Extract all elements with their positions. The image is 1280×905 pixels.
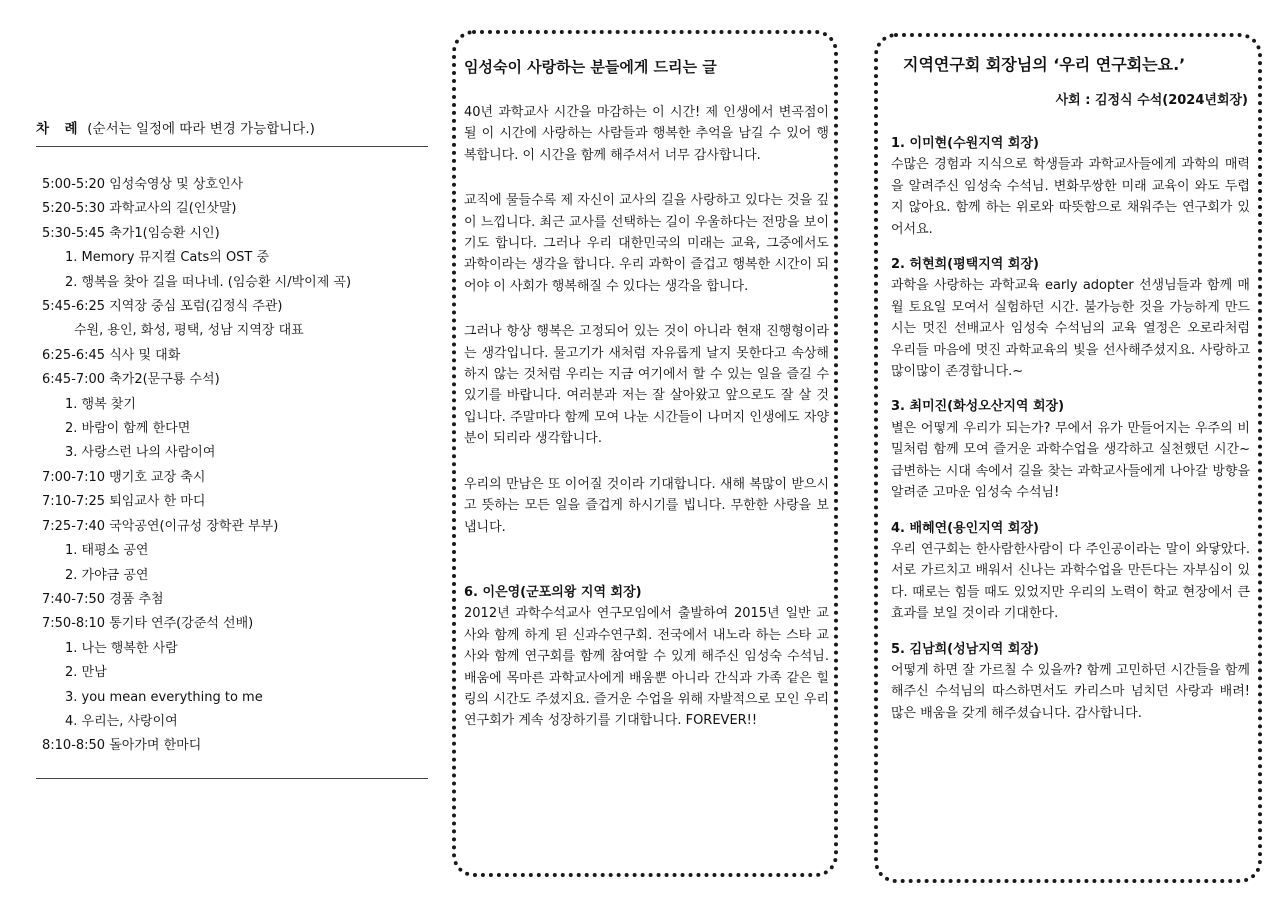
letter-box [452,30,838,877]
member-text: 과학을 사랑하는 과학교육 early adopter 선생님들과 함께 매월 토요일 모여서 실험하던 시간. 불가능한 것을 가능하게 만드시는 멋진 선배교사 임성숙 수석님의 교육 열정은 오로라처럼 우리들 마음에 멋진 과학교육의 빛을 선사해주셨지요. 사랑하고 많이많이 존경합니다.~ [891,278,1250,380]
member-5 [891,639,1250,725]
program-item: 5:30-5:45 축가1(임승환 시인) [42,225,220,241]
program-subitem: 1. Memory 뮤지컬 Cats의 OST 중 [65,250,270,266]
program-heading-title: 차 례 [36,121,83,137]
program-item: 5:20-5:30 과학교사의 길(인삿말) [42,201,237,217]
letter-paragraph: 그러나 항상 행복은 고정되어 있는 것이 아니라 현재 진행형이라는 생각입니다. 물고기가 새처럼 자유롭게 날지 못한다고 속상해하지 않는 것처럼 우리는 지금 여기에서 할 수 있는 일을 즐길 수 있기를 바랍니다. 여러분과 저는 잘 살아왔고 앞으로도 잘 살 것입니다. 주말마다 함께 모여 나눈 시간들이 나머지 인생에도 자양분이 되리라 생각합니다. [464,324,829,447]
program-subitem: 3. you mean everything to me [65,689,263,705]
forum-members [891,133,1250,724]
letter-paragraph: 우리의 만남은 또 이어질 것이라 기대합니다. 새해 복많이 받으시고 뜻하는 모든 일을 즐겁게 하시기를 빕니다. 무한한 사랑을 보냅니다. [464,476,829,535]
program-item: 7:10-7:25 퇴임교사 한 마디 [42,494,206,510]
program-subitem: 3. 사랑스런 나의 사람이여 [65,445,216,461]
member-4 [891,518,1250,625]
member-heading: 6. 이은영(군포의왕 지역 회장) [464,584,642,600]
program-subitem: 4. 우리는, 사랑이여 [65,713,178,729]
letter-paragraph: 교직에 물들수록 제 자신이 교사의 길을 사랑하고 있다는 것을 깊이 느낍니다. 최근 교사를 선택하는 길이 우울하다는 전망을 보이기도 합니다. 그러나 우리 대한민국의 미래는 교육, 그중에서도 과학이라는 생각을 합니다. 우리 과학이 즐겁고 행복한 시간이 되어야 이 사회가 행복해질 수 있다는 생각을 합니다. [464,193,829,294]
member-2 [891,254,1250,382]
program-item: 5:45-6:25 지역장 중심 포럼(김정식 주관) [42,299,283,315]
member-6 [464,582,829,732]
program-item: 7:00-7:10 맹기호 교장 축시 [42,469,206,485]
program-heading-note: (순서는 일정에 따라 변경 가능합니다.) [87,121,315,137]
letter-title: 임성숙이 사랑하는 분들에게 드리는 글 [464,58,717,76]
program-item: 6:45-7:00 축가2(문구룡 수석) [42,372,220,388]
member-text: 2012년 과학수석교사 연구모임에서 출발하여 2015년 일반 교사와 함께 하게 된 신과수연구회. 전국에서 내노라 하는 스타 교사와 함께 연구회를 함께 참여할 수 있게 해주신 임성숙 수석님. 배움에 목마른 과학교사에게 배움뿐 아니라 간식과 가족 같은 힐링의 시간도 주셨지요. 즐거운 수업을 위해 자발적으로 모인 우리 연구회가 계속 성장하기를 기대합니다. FOREVER!! [464,606,829,729]
member-3 [891,396,1250,503]
program-subitem: 1. 나는 행복한 사람 [65,640,178,656]
program-subitem: 2. 가야금 공연 [65,567,149,583]
member-heading: 4. 배혜연(용인지역 회장) [891,520,1039,536]
member-text: 우리 연구회는 한사람한사람이 다 주인공이라는 말이 와닿았다. 서로 가르치고 배워서 신나는 과학수업을 만든다는 자부심이 있다. 때로는 힘들 때도 있었지만 우리의 노력이 학교 현장에서 큰 효과를 보일 것이라 기대한다. [891,541,1250,622]
program-item: 8:10-8:50 돌아가며 한마디 [42,738,202,754]
program-subitem: 2. 바람이 함께 한다면 [65,421,191,437]
letter-paragraph: 40년 과학교사 시간을 마감하는 이 시간! 제 인생에서 변곡점이 될 이 시간에 사랑하는 사람들과 행복한 추억을 남길 수 있어 행복합니다. 이 시간을 함께 해주셔서 너무 감사합니다. [464,105,829,163]
forum-host: 사회 : 김정식 수석(2024년회장) [1055,93,1248,108]
program-item: 7:40-7:50 경품 추첨 [42,591,164,607]
program-subitem: 2. 만남 [65,665,107,681]
member-1 [891,133,1250,240]
program-subitem: 수원, 용인, 화성, 평택, 성남 지역장 대표 [74,323,304,339]
program-column [36,118,428,788]
program-subitem: 1. 행복 찾기 [65,396,136,412]
program-item: 7:50-8:10 통기타 연주(강준석 선배) [42,616,254,632]
program-subitem: 1. 태평소 공연 [65,543,149,559]
forum-title: 지역연구회 회장님의 ‘우리 연구회는요.’ [903,55,1186,74]
member-heading: 5. 김남희(성남지역 회장) [891,641,1039,657]
program-bottom-rule [36,778,428,779]
member-text: 어떻게 하면 잘 가르칠 수 있을까? 함께 고민하던 시간들을 함께 해주신 수석님의 따스하면서도 카리스마 넘치던 사랑과 배려! 많은 배움을 갖게 해주셨습니다. 감사합니다. [891,662,1250,721]
forum-box [874,33,1262,883]
program-heading [36,118,428,147]
member-heading: 3. 최미진(화성오산지역 회장) [891,399,1065,415]
program-list [36,173,428,759]
letter-body [464,102,829,538]
program-item: 6:25-6:45 식사 및 대화 [42,347,181,363]
member-text: 별은 어떻게 우리가 되는가? 무에서 유가 만들어지는 우주의 비밀처럼 함께 모여 즐거운 과학수업을 생각하고 실천했던 시간~ 급변하는 시대 속에서 길을 찾는 과학교사들에게 나아갈 방향을 알려준 고마운 임성숙 수석님! [891,420,1250,501]
member-text: 수많은 경험과 지식으로 학생들과 과학교사들에게 과학의 매력을 알려주신 임성숙 수석님. 변화무쌍한 미래 교육이 와도 두렵지 않아요. 함께 하는 위로와 따뜻함으로 채워주는 연구회가 있어서요. [891,157,1250,237]
program-subitem: 2. 행복을 찾아 길을 떠나네. (임승환 시/박이제 곡) [65,274,352,290]
program-item: 7:25-7:40 국악공연(이규성 장학관 부부) [42,518,279,534]
member-heading: 2. 허현희(평택지역 회장) [891,257,1039,273]
member-heading: 1. 이미현(수원지역 회장) [891,136,1039,151]
program-item: 5:00-5:20 임성숙영상 및 상호인사 [42,177,244,192]
